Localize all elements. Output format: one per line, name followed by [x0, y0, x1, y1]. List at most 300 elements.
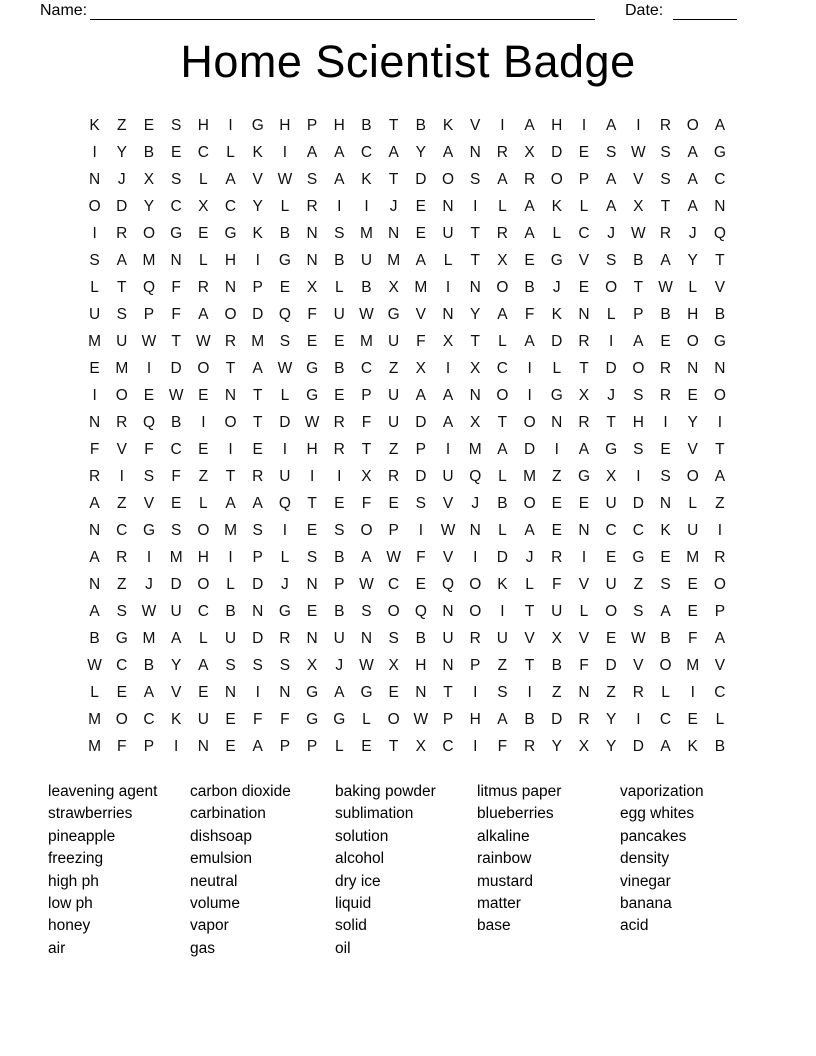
grid-cell: L: [199, 494, 208, 512]
grid-cell: D: [523, 440, 536, 458]
grid-cell: K: [551, 305, 562, 323]
grid-cell: A: [524, 224, 535, 242]
grid-cell: Z: [633, 575, 644, 593]
grid-cell: I: [119, 467, 124, 485]
grid-cell: S: [633, 602, 644, 620]
grid-cell: R: [88, 467, 101, 485]
grid-cell: A: [660, 602, 671, 620]
grid-cell: G: [360, 683, 373, 701]
grid-cell: R: [388, 467, 400, 485]
grid-cell: Q: [442, 575, 455, 593]
grid-cell: D: [496, 548, 508, 566]
grid-cell: C: [496, 359, 508, 377]
grid-cell: E: [687, 602, 698, 620]
grid-cell: P: [306, 116, 318, 134]
grid-cell: W: [277, 359, 293, 377]
grid-cell: A: [442, 386, 454, 404]
grid-cell: I: [228, 548, 233, 566]
word-item: pineapple: [48, 827, 116, 845]
grid-cell: G: [224, 224, 237, 242]
grid-cell: T: [117, 278, 127, 296]
grid-cell: T: [660, 197, 671, 215]
grid-cell: Y: [116, 143, 127, 161]
grid-cell: F: [117, 737, 127, 755]
grid-cell: S: [334, 224, 345, 242]
grid-cell: E: [89, 359, 100, 377]
grid-cell: X: [306, 656, 318, 674]
grid-cell: R: [333, 440, 345, 458]
grid-cell: S: [660, 467, 671, 485]
grid-cell: R: [496, 143, 508, 161]
grid-cell: A: [143, 683, 155, 701]
grid-cell: S: [660, 170, 671, 188]
grid-cell: N: [659, 494, 672, 512]
grid-cell: H: [279, 116, 291, 134]
grid-cell: U: [605, 575, 617, 593]
word-item: freezing: [48, 850, 104, 868]
grid-cell: E: [687, 386, 698, 404]
grid-cell: N: [88, 170, 101, 188]
word-list-column: [190, 781, 291, 960]
grid-cell: E: [334, 386, 345, 404]
grid-cell: V: [442, 494, 454, 512]
grid-cell: H: [632, 413, 644, 431]
grid-cell: M: [224, 521, 237, 539]
grid-cell: D: [632, 737, 644, 755]
grid-cell: T: [171, 332, 181, 350]
grid-cell: O: [142, 224, 155, 242]
grid-cell: I: [282, 521, 288, 539]
grid-cell: G: [170, 224, 183, 242]
grid-cell: S: [89, 251, 100, 269]
grid-cell: N: [442, 602, 454, 620]
grid-cell: J: [525, 548, 534, 566]
grid-cell: V: [714, 656, 726, 674]
grid-cell: S: [306, 170, 318, 188]
grid-cell: Z: [606, 683, 616, 701]
grid-cell: Y: [605, 737, 617, 755]
grid-cell: S: [116, 602, 127, 620]
grid-cell: E: [551, 494, 562, 512]
grid-cell: A: [252, 359, 263, 377]
grid-cell: W: [196, 332, 211, 350]
grid-cell: M: [115, 359, 129, 377]
grid-cell: H: [551, 116, 563, 134]
grid-cell: M: [468, 440, 482, 458]
grid-cell: O: [197, 575, 210, 593]
grid-cell: L: [280, 197, 290, 215]
grid-cell: B: [714, 305, 726, 323]
grid-cell: X: [470, 413, 481, 431]
grid-cell: E: [578, 143, 590, 161]
grid-cell: A: [361, 548, 372, 566]
grid-cell: K: [442, 116, 454, 134]
grid-cell: X: [633, 197, 644, 215]
grid-cell: Z: [497, 656, 508, 674]
grid-cell: L: [498, 197, 507, 215]
grid-cell: I: [337, 467, 342, 485]
grid-cell: U: [442, 467, 454, 485]
grid-cell: C: [360, 359, 373, 377]
grid-cell: H: [224, 251, 237, 269]
grid-cell: X: [415, 359, 427, 377]
grid-cell: A: [252, 494, 263, 512]
grid-cell: L: [199, 251, 208, 269]
grid-cell: M: [169, 548, 183, 566]
grid-cell: L: [498, 332, 507, 350]
grid-cell: C: [442, 737, 454, 755]
grid-cell: V: [633, 656, 644, 674]
grid-cell: O: [523, 494, 536, 512]
grid-cell: N: [442, 305, 454, 323]
grid-cell: F: [524, 305, 535, 323]
grid-cell: Z: [117, 494, 127, 512]
grid-cell: X: [470, 359, 481, 377]
grid-cell: V: [470, 116, 481, 134]
grid-cell: S: [279, 656, 291, 674]
grid-cell: E: [415, 197, 427, 215]
grid-cell: Y: [143, 197, 155, 215]
grid-cell: R: [306, 197, 318, 215]
grid-cell: R: [632, 683, 644, 701]
word-item: air: [48, 939, 66, 957]
grid-cell: O: [387, 710, 400, 728]
grid-cell: I: [282, 440, 288, 458]
word-list-column: [335, 781, 436, 960]
grid-cell: N: [578, 683, 590, 701]
grid-cell: I: [500, 116, 505, 134]
word-item: baking powder: [335, 783, 436, 800]
grid-cell: K: [252, 224, 263, 242]
grid-cell: C: [143, 710, 155, 728]
word-list-column: [48, 781, 157, 960]
grid-cell: T: [388, 116, 399, 134]
grid-cell: F: [416, 548, 426, 566]
grid-cell: G: [278, 251, 291, 269]
grid-cell: U: [333, 305, 345, 323]
grid-cell: B: [633, 251, 644, 269]
grid-cell: W: [440, 521, 456, 539]
grid-cell: T: [524, 602, 535, 620]
grid-cell: E: [415, 575, 427, 593]
grid-cell: T: [715, 251, 725, 269]
grid-cell: L: [226, 143, 235, 161]
grid-cell: L: [715, 710, 725, 728]
grid-cell: R: [279, 629, 291, 647]
grid-cell: K: [361, 170, 372, 188]
grid-cell: R: [523, 170, 536, 188]
grid-cell: O: [550, 170, 563, 188]
grid-cell: H: [197, 116, 209, 134]
grid-cell: E: [198, 683, 209, 701]
grid-cell: L: [226, 575, 235, 593]
grid-cell: T: [361, 440, 372, 458]
grid-cell: I: [92, 386, 97, 404]
grid-cell: C: [224, 197, 237, 215]
grid-cell: V: [578, 629, 590, 647]
grid-cell: B: [143, 143, 155, 161]
grid-cell: D: [605, 656, 617, 674]
grid-cell: G: [713, 332, 726, 350]
word-item: liquid: [335, 895, 372, 913]
grid-cell: D: [252, 629, 264, 647]
grid-cell: O: [496, 386, 509, 404]
grid-cell: G: [550, 386, 563, 404]
grid-cell: I: [636, 467, 641, 485]
grid-cell: M: [523, 467, 537, 485]
grid-cell: R: [659, 224, 672, 242]
grid-cell: S: [660, 143, 671, 161]
grid-cell: N: [224, 386, 237, 404]
name-blank-line: [90, 2, 595, 20]
grid-cell: C: [578, 224, 590, 242]
grid-cell: M: [387, 251, 401, 269]
grid-cell: X: [442, 332, 454, 350]
grid-cell: N: [469, 143, 481, 161]
grid-cell: T: [470, 332, 480, 350]
grid-cell: S: [170, 116, 182, 134]
grid-cell: L: [280, 386, 290, 404]
grid-cell: D: [170, 359, 182, 377]
grid-cell: A: [578, 440, 590, 458]
grid-cell: A: [660, 251, 671, 269]
word-item: mustard: [477, 872, 533, 890]
grid-cell: O: [88, 197, 101, 215]
grid-cell: C: [170, 197, 182, 215]
word-item: alkaline: [477, 827, 530, 845]
grid-cell: C: [116, 656, 128, 674]
grid-cell: E: [605, 548, 617, 566]
grid-cell: R: [578, 332, 590, 350]
grid-cell: U: [170, 602, 182, 620]
grid-cell: S: [252, 656, 263, 674]
grid-cell: N: [170, 251, 182, 269]
grid-cell: O: [469, 602, 482, 620]
grid-cell: D: [551, 710, 563, 728]
grid-cell: X: [388, 656, 399, 674]
grid-cell: E: [334, 494, 345, 512]
grid-cell: A: [415, 386, 427, 404]
grid-cell: I: [473, 548, 478, 566]
grid-cell: O: [605, 602, 618, 620]
grid-cell: Z: [198, 467, 209, 485]
grid-cell: P: [143, 305, 155, 323]
grid-cell: H: [197, 548, 209, 566]
grid-cell: N: [469, 278, 481, 296]
grid-cell: D: [252, 305, 264, 323]
letter-grid: [81, 112, 734, 760]
grid-cell: O: [523, 413, 536, 431]
grid-cell: X: [143, 170, 155, 188]
grid-cell: I: [473, 737, 478, 755]
grid-cell: C: [632, 521, 644, 539]
grid-cell: K: [497, 575, 508, 593]
grid-cell: I: [201, 413, 206, 431]
grid-cell: A: [89, 602, 100, 620]
grid-cell: W: [359, 575, 374, 593]
grid-cell: E: [279, 278, 291, 296]
grid-cell: I: [527, 386, 532, 404]
grid-cell: F: [280, 710, 290, 728]
grid-cell: D: [605, 359, 617, 377]
grid-cell: E: [225, 710, 236, 728]
grid-cell: X: [524, 143, 535, 161]
grid-cell: L: [199, 629, 208, 647]
grid-cell: P: [415, 440, 427, 458]
grid-cell: A: [116, 251, 127, 269]
grid-cell: O: [360, 521, 373, 539]
grid-cell: U: [197, 710, 209, 728]
grid-cell: E: [687, 575, 698, 593]
grid-cell: L: [90, 278, 99, 296]
grid-cell: S: [415, 494, 427, 512]
grid-cell: I: [581, 116, 587, 134]
grid-cell: A: [334, 143, 345, 161]
grid-cell: V: [687, 440, 698, 458]
grid-cell: Z: [117, 116, 127, 134]
word-item: matter: [477, 895, 521, 913]
grid-cell: Z: [715, 494, 725, 512]
grid-cell: O: [115, 386, 128, 404]
grid-cell: M: [142, 251, 156, 269]
grid-cell: D: [279, 413, 291, 431]
grid-cell: P: [442, 710, 454, 728]
grid-cell: S: [306, 548, 318, 566]
word-item: acid: [620, 917, 649, 935]
grid-cell: N: [388, 224, 400, 242]
grid-cell: A: [497, 440, 508, 458]
grid-cell: Z: [388, 440, 399, 458]
grid-cell: M: [360, 224, 373, 242]
grid-cell: V: [714, 278, 726, 296]
grid-cell: D: [632, 494, 644, 512]
grid-cell: I: [92, 143, 97, 161]
grid-cell: A: [442, 413, 454, 431]
grid-cell: E: [198, 386, 209, 404]
word-item: high ph: [48, 872, 99, 890]
grid-cell: O: [686, 116, 699, 134]
word-item: blueberries: [477, 805, 554, 823]
grid-cell: Z: [552, 467, 562, 485]
grid-cell: Q: [278, 305, 291, 323]
grid-cell: I: [527, 359, 532, 377]
grid-cell: Q: [713, 224, 726, 242]
grid-cell: N: [360, 629, 373, 647]
grid-cell: E: [334, 332, 345, 350]
word-item: density: [620, 850, 670, 868]
grid-cell: L: [552, 359, 562, 377]
grid-cell: R: [551, 548, 563, 566]
grid-cell: Z: [552, 683, 562, 701]
grid-cell: J: [281, 575, 289, 593]
grid-cell: B: [334, 251, 345, 269]
grid-cell: E: [252, 440, 263, 458]
grid-cell: O: [115, 710, 128, 728]
grid-cell: F: [361, 494, 372, 512]
grid-cell: F: [307, 305, 317, 323]
grid-cell: A: [334, 683, 345, 701]
grid-cell: G: [142, 521, 155, 539]
grid-cell: D: [116, 197, 128, 215]
grid-cell: U: [388, 332, 400, 350]
grid-cell: K: [551, 197, 562, 215]
grid-cell: S: [388, 629, 399, 647]
word-item: solid: [335, 917, 367, 935]
word-item: vinegar: [620, 872, 671, 890]
grid-cell: A: [198, 656, 209, 674]
grid-cell: X: [415, 737, 427, 755]
grid-cell: F: [687, 629, 698, 647]
grid-cell: X: [551, 629, 562, 647]
grid-cell: A: [497, 170, 508, 188]
grid-cell: I: [255, 683, 260, 701]
grid-cell: F: [552, 575, 562, 593]
grid-cell: F: [361, 413, 372, 431]
grid-cell: P: [361, 386, 372, 404]
word-item: low ph: [48, 895, 93, 913]
grid-cell: F: [144, 440, 154, 458]
grid-cell: I: [636, 710, 641, 728]
grid-cell: I: [282, 143, 288, 161]
grid-cell: C: [714, 683, 726, 701]
grid-cell: Y: [551, 737, 562, 755]
grid-cell: K: [660, 521, 671, 539]
grid-cell: I: [717, 521, 723, 539]
grid-cell: W: [87, 656, 102, 674]
grid-cell: T: [388, 170, 399, 188]
word-item: alcohol: [335, 850, 385, 868]
grid-cell: A: [415, 251, 427, 269]
grid-cell: I: [636, 116, 641, 134]
grid-cell: N: [306, 629, 318, 647]
word-item: egg whites: [620, 805, 695, 823]
grid-cell: B: [225, 602, 236, 620]
grid-cell: N: [197, 737, 209, 755]
grid-cell: F: [89, 440, 100, 458]
word-item: carbon dioxide: [190, 783, 291, 800]
grid-cell: I: [717, 413, 723, 431]
word-item: emulsion: [190, 850, 253, 868]
grid-cell: E: [306, 521, 318, 539]
grid-cell: W: [631, 224, 646, 242]
name-label: Name:: [40, 2, 88, 19]
grid-cell: O: [713, 386, 726, 404]
grid-cell: C: [605, 521, 617, 539]
grid-cell: W: [359, 656, 374, 674]
grid-cell: U: [687, 521, 699, 539]
grid-cell: J: [389, 197, 398, 215]
grid-cell: H: [687, 305, 699, 323]
grid-cell: P: [143, 737, 155, 755]
grid-cell: L: [498, 467, 507, 485]
grid-cell: M: [686, 656, 700, 674]
grid-cell: Z: [117, 575, 127, 593]
grid-cell: M: [88, 332, 102, 350]
grid-cell: S: [633, 440, 644, 458]
grid-cell: P: [252, 278, 263, 296]
grid-cell: T: [225, 359, 236, 377]
grid-cell: U: [551, 602, 563, 620]
grid-cell: L: [443, 251, 453, 269]
grid-cell: A: [714, 116, 726, 134]
grid-cell: F: [171, 305, 181, 323]
grid-cell: U: [360, 251, 373, 269]
grid-cell: E: [524, 251, 535, 269]
grid-cell: L: [498, 521, 507, 539]
grid-cell: T: [633, 278, 644, 296]
grid-cell: S: [225, 656, 236, 674]
grid-cell: B: [714, 737, 726, 755]
